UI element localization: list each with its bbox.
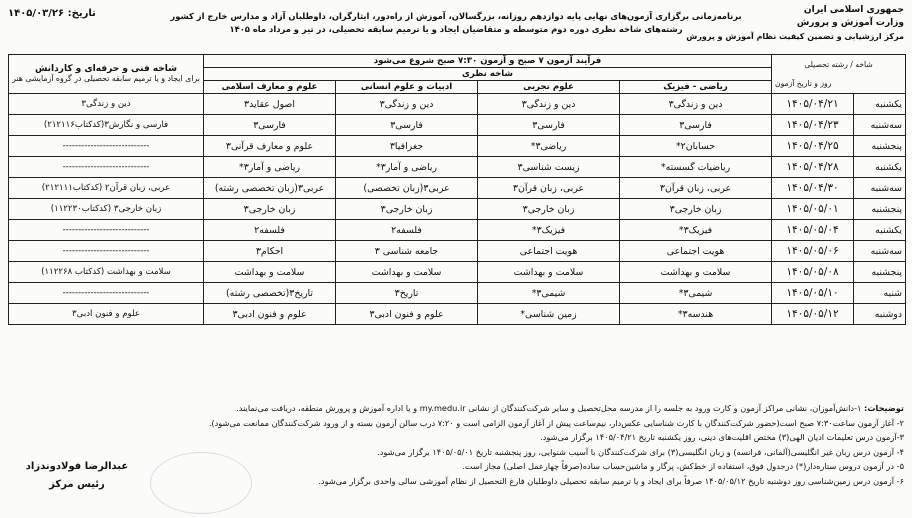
subject-cell: فلسفه۲ [204,220,336,241]
row-day: پنجشنبه [854,262,906,283]
subject-cell: ---------------------------- [9,241,204,262]
row-date: ۱۴۰۵/۰۵/۰۸ [772,262,854,283]
note-text-6: ۶- آزمون درس زمین‌شناسی روز دوشنبه تاریخ ۱۴۰۵/۰۵/۱۲ صرفاً برای ایجاد و یا ترمیم سابقه تحصیلی داوطلبان فارغ التحصیل از نظام آموزشی سالی واحدی برگزار می‌شود. [318,475,904,486]
column-header-islamic-studies: علوم و معارف اسلامی [204,81,336,94]
subject-cell: دین و زندگی۳ [9,94,204,115]
date-label: تاریخ: [67,8,96,19]
row-date: ۱۴۰۵/۰۴/۲۵ [772,136,854,157]
table-row [9,262,906,283]
table-row [9,241,906,262]
table-row [9,199,906,220]
subject-cell: زیست شناسی۳ [478,157,620,178]
document-title [150,10,762,36]
subject-cell: سلامت و بهداشت [204,262,336,283]
note-line [24,401,904,416]
subject-cell: جغرافیا۳ [336,136,478,157]
subject-cell: ریاضی و آمار۳* [336,157,478,178]
table-row [9,94,906,115]
row-date: ۱۴۰۵/۰۵/۰۴ [772,220,854,241]
row-day: پنجشنبه [854,199,906,220]
subject-cell: احکام۳ [204,241,336,262]
subject-cell: سلامت و بهداشت [478,262,620,283]
subject-cell: حسابان۲* [620,136,772,157]
row-date: ۱۴۰۵/۰۵/۰۱ [772,199,854,220]
table-corner [772,55,906,94]
subject-cell: سلامت و بهداشت (کدکتاب ۱۱۲۲۶۸) [9,262,204,283]
subject-cell: زبان خارجی۳ [620,199,772,220]
subject-cell: دین و زندگی۳ [478,94,620,115]
document-date [8,8,96,19]
row-day: دوشنبه [854,304,906,325]
date-value: ۱۴۰۵/۰۳/۲۶ [8,8,65,19]
table-row [9,157,906,178]
row-day: سه‌شنبه [854,178,906,199]
subject-cell: فیزیک۳* [620,220,772,241]
subject-cell: فارسی۳ [336,115,478,136]
note-text-5: ۵- در آزمون دروس ستاره‌دار(*) درجدول فوق، استفاده از خط‌کش، پرگار و ماشین‌حساب ساده(صرفاً چهارعمل اصلی) مجاز است. [462,461,904,471]
subject-cell: شیمی۳* [620,283,772,304]
subject-cell: علوم و معارف قرآنی۳ [204,136,336,157]
subject-cell: فارسی۳ [620,115,772,136]
row-date: ۱۴۰۵/۰۴/۲۳ [772,115,854,136]
column-header-experimental-sciences: علوم تجربی [478,81,620,94]
subject-cell: زبان خارجی۳ [336,199,478,220]
org-line-center: مرکز ارزشیابی و تضمین کیفیت نظام آموزش و پرورش [686,32,904,41]
table-row [9,283,906,304]
subject-cell: علوم و فنون ادبی۳ [204,304,336,325]
theory-branch-header: شاخه نظری [204,68,772,81]
row-date: ۱۴۰۵/۰۴/۲۸ [772,157,854,178]
subject-cell: شیمی۳* [478,283,620,304]
subject-cell: اصول عقاید۳ [204,94,336,115]
row-date: ۱۴۰۵/۰۵/۰۶ [772,241,854,262]
subject-cell: هویت اجتماعی [478,241,620,262]
subject-cell: ---------------------------- [9,220,204,241]
subject-cell: ---------------------------- [9,136,204,157]
subject-cell: عربی۳(زبان تخصصی) [336,178,478,199]
subject-cell: عربی، زبان قرآن۳ [478,178,620,199]
subject-cell: هندسه۳* [620,304,772,325]
table-row [9,304,906,325]
row-day: یکشنبه [854,94,906,115]
subject-cell: ---------------------------- [9,157,204,178]
org-header [686,4,904,43]
subject-cell: ریاضیات گسسته* [620,157,772,178]
subject-cell: علوم و فنون ادبی۳ [336,304,478,325]
subject-cell: ---------------------------- [9,283,204,304]
row-day: پنجشنبه [854,136,906,157]
notes-label: توضیحات: [864,403,904,413]
subject-cell: فلسفه۲ [336,220,478,241]
column-header-humanities: ادبیات و علوم انسانی [336,81,478,94]
vocational-branch-title: شاخه فنی و حرفه‌ای و کاردانش [34,64,178,74]
subject-cell: جامعه شناسی ۳ [336,241,478,262]
subject-cell: عربی۳(زبان تخصصی رشته) [204,178,336,199]
corner-top-label: شاخه / رشته تحصیلی [804,60,873,69]
row-day: یکشنبه [854,220,906,241]
subject-cell: علوم و فنون ادبی۳ [9,304,204,325]
corner-bottom-label: روز و تاریخ آزمون [775,79,832,88]
row-day: شنبه [854,283,906,304]
row-day: یکشنبه [854,157,906,178]
note-text-4: ۴- آزمون درس زبان غیر انگلیسی(آلمانی، فرانسه) و زبان انگلیسی(۳) برای شرکت‌کنندگان با آسیب شنوایی، روز پنجشنبه تاریخ ۱۴۰۵/۰۵/۰۱ برگزار می‌شود. [377,446,904,457]
table-row [9,115,906,136]
signer-name: عبدالرضا فولادوند‌زاد [25,461,129,472]
subject-cell: فارسی۳ [204,115,336,136]
subject-cell: سلامت و بهداشت [336,262,478,283]
process-note: فرآیند آزمون ۷ صبح و آزمون ۷:۳۰ صبح شروع می‌شود [204,55,772,68]
subject-cell: تاریخ۳(تخصصی رشته) [204,283,336,304]
signer-title: رئیس مرکز [49,479,105,490]
subject-cell: زبان خارجی۳ (کدکتاب۱۱۲۲۳۰) [9,199,204,220]
official-stamp [150,452,252,514]
note-text-2: ۲- آغاز آزمون ساعت۷:۳۰ صبح است(حضور شرکت‌کنندگان با کارت شناسایی عکس‌دار، نیم‌ساعت پیش از آغاز آزمون الزامی است و ۷:۲۰ درب سالن آزمون بسته و از ورود شرکت‌کنندگان ممانعت می‌شود). [208,417,904,428]
table-row [9,136,906,157]
title-line-2: رشته‌های شاخه نظری دوره دوم متوسطه و متقاضیان ایجاد و یا ترمیم سابقه تحصیلی، در تیر و مرداد ماه ۱۴۰۵ [229,24,683,34]
schedule-body [9,94,906,325]
subject-cell: دین و زندگی۳ [620,94,772,115]
subject-cell: هویت اجتماعی [620,241,772,262]
org-line-ministry: وزارت آموزش و پرورش [796,18,904,28]
subject-cell: دین و زندگی۳ [336,94,478,115]
subject-cell: زبان خارجی۳ [204,199,336,220]
row-day: سه‌شنبه [854,115,906,136]
subject-cell: ریاضی و آمار۳* [204,157,336,178]
subject-cell: زبان خارجی۳ [478,199,620,220]
row-date: ۱۴۰۵/۰۴/۲۱ [772,94,854,115]
signature-block [22,458,132,494]
vocational-branch-sub: برای ایجاد و یا ترمیم سابقه تحصیلی در گروه آزمایشی هنر [12,74,200,83]
vocational-branch-header [9,55,204,94]
note-text-3: ۳-آزمون درس تعلیمات ادیان الهی(۳) مختص اقلیت‌های دینی، روز یکشنبه تاریخ ۱۴۰۵/۰۴/۲۱ برگزار می‌شود. [540,432,904,442]
org-line-country: جمهوری اسلامی ایران [803,5,904,15]
title-line-1: برنامه‌زمانی برگزاری آزمون‌های نهایی پایه دوازدهم روزانه، بزرگسالان، آموزش از راه‌دور، ایثارگران، داوطلبان آزاد و مدارس خارج از کشور [170,11,742,21]
subject-cell: سلامت و بهداشت [620,262,772,283]
schedule-table [8,54,906,325]
subject-cell: تاریخ۳ [336,283,478,304]
row-date: ۱۴۰۵/۰۵/۱۰ [772,283,854,304]
table-row [9,178,906,199]
row-date: ۱۴۰۵/۰۴/۳۰ [772,178,854,199]
subject-cell: فارسی۳ [478,115,620,136]
row-date: ۱۴۰۵/۰۵/۱۲ [772,304,854,325]
subject-cell: عربی، زبان قرآن۲ (کدکتاب۲۱۲۱۱۱) [9,178,204,199]
subject-cell: عربی، زبان قرآن۳ [620,178,772,199]
subject-cell: فارسی و نگارش۳(کدکتاب۲۱۲۱۱۶) [9,115,204,136]
note-text-1: ۱-دانش‌آموزان، نشانی مراکز آزمون و کارت ورود به جلسه را از مدرسه محل‌تحصیل و سایر شرکت‌کنندگان از نشانی my.medu.ir و یا اداره آموزش و پرورش منطقه، دریافت می‌نمایند. [236,403,862,413]
subject-cell: زمین شناسی* [478,304,620,325]
table-row [9,220,906,241]
subject-cell: فیزیک۳* [478,220,620,241]
column-header-math-physics: ریاضی - فیزیک [620,81,772,94]
subject-cell: ریاضی۳* [478,136,620,157]
row-day: سه‌شنبه [854,241,906,262]
